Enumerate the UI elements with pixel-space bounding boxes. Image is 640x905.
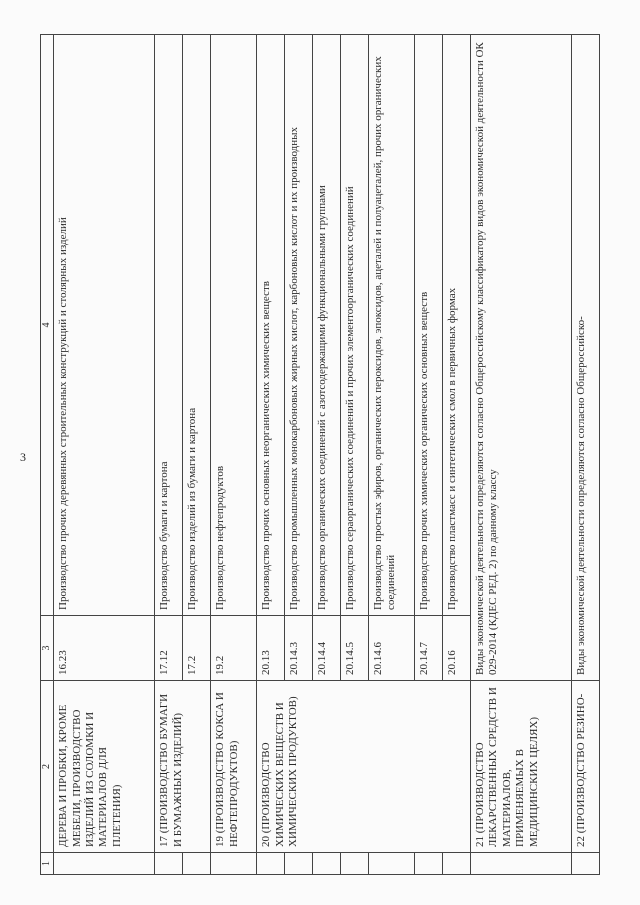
desc-cell: Производство органических соединений с азотсодержащими функциональными группами [313,35,341,616]
desc-cell: Производство промышленных монокарбоновых жирных кислот, карбоновых кислот и их производных [285,35,313,616]
code-cell: 20.14.5 [341,616,369,681]
desc-cell: Производство прочих химических органических основных веществ [415,35,443,616]
desc-cell: Производство сераорганических соединений и прочих элементоорганических соединений [341,35,369,616]
desc-cell: Производство прочих деревянных строительных конструкций и столярных изделий [54,35,155,616]
code-cell: 20.14.6 [368,616,414,681]
header-cell: 1 [41,853,54,875]
code-cell: 20.14.3 [285,616,313,681]
desc-cell: Производство прочих основных неорганических химических веществ [257,35,285,616]
num-cell [285,853,313,875]
activity-table [40,34,600,875]
code-cell: 19.2 [211,616,257,681]
table-row [572,35,600,875]
merged-desc-cell: Виды экономической деятельности определяются согласно Общероссийскому классификатору видов экономической деятельности ОК 029-2014 (КДЕС РЕД. 2) по данному классу [470,35,571,681]
num-cell [54,853,155,875]
section-cell: 21 (ПРОИЗВОДСТВО ЛЕКАРСТВЕННЫХ СРЕДСТВ И МАТЕРИАЛОВ, ПРИМЕНЯЕМЫХ В МЕДИЦИНСКИХ ЦЕЛЯХ) [470,681,571,853]
num-cell [313,853,341,875]
header-cell: 4 [41,35,54,616]
num-cell [211,853,257,875]
section-cell: 22 (ПРОИЗВОДСТВО РЕЗИНО- [572,681,600,853]
desc-cell: Производство нефтепродуктов [211,35,257,616]
desc-cell: Производство простых эфиров, органических пероксидов, эпоксидов, ацеталей и полуацеталей, прочих органических соединений [368,35,414,616]
num-cell [443,853,471,875]
table-row [54,35,155,875]
code-cell: 17.12 [155,616,183,681]
num-cell [368,853,414,875]
num-cell [470,853,571,875]
code-cell: 20.16 [443,616,471,681]
merged-desc-cell: Виды экономической деятельности определяются согласно Общероссийско- [572,35,600,681]
table-row [470,35,571,875]
table-row [257,35,285,875]
rotated-page [40,35,600,875]
code-cell: 20.13 [257,616,285,681]
section-cell: ДЕРЕВА И ПРОБКИ, КРОМЕ МЕБЕЛИ, ПРОИЗВОДСТВО ИЗДЕЛИЙ ИЗ СОЛОМКИ И МАТЕРИАЛОВ ДЛЯ ПЛЕТЕНИЯ) [54,681,155,853]
header-row [41,35,54,875]
num-cell [257,853,285,875]
desc-cell: Производство бумаги и картона [155,35,183,616]
num-cell [155,853,183,875]
desc-cell: Производство изделий из бумаги и картона [183,35,211,616]
header-cell: 3 [41,616,54,681]
code-cell: 17.2 [183,616,211,681]
num-cell [415,853,443,875]
code-cell: 16.23 [54,616,155,681]
section-cell: 20 (ПРОИЗВОДСТВО ХИМИЧЕСКИХ ВЕЩЕСТВ И ХИМИЧЕСКИХ ПРОДУКТОВ) [257,681,471,853]
section-cell: 19 (ПРОИЗВОДСТВО КОКСА И НЕФТЕПРОДУКТОВ) [211,681,257,853]
num-cell [183,853,211,875]
section-cell: 17 (ПРОИЗВОДСТВО БУМАГИ И БУМАЖНЫХ ИЗДЕЛИЙ) [155,681,211,853]
table-row [211,35,257,875]
code-cell: 20.14.7 [415,616,443,681]
desc-cell: Производство пластмасс и синтетических смол в первичных формах [443,35,471,616]
num-cell [341,853,369,875]
num-cell [572,853,600,875]
page-number: 3 [20,450,26,464]
table-row [155,35,183,875]
code-cell: 20.14.4 [313,616,341,681]
header-cell: 2 [41,681,54,853]
